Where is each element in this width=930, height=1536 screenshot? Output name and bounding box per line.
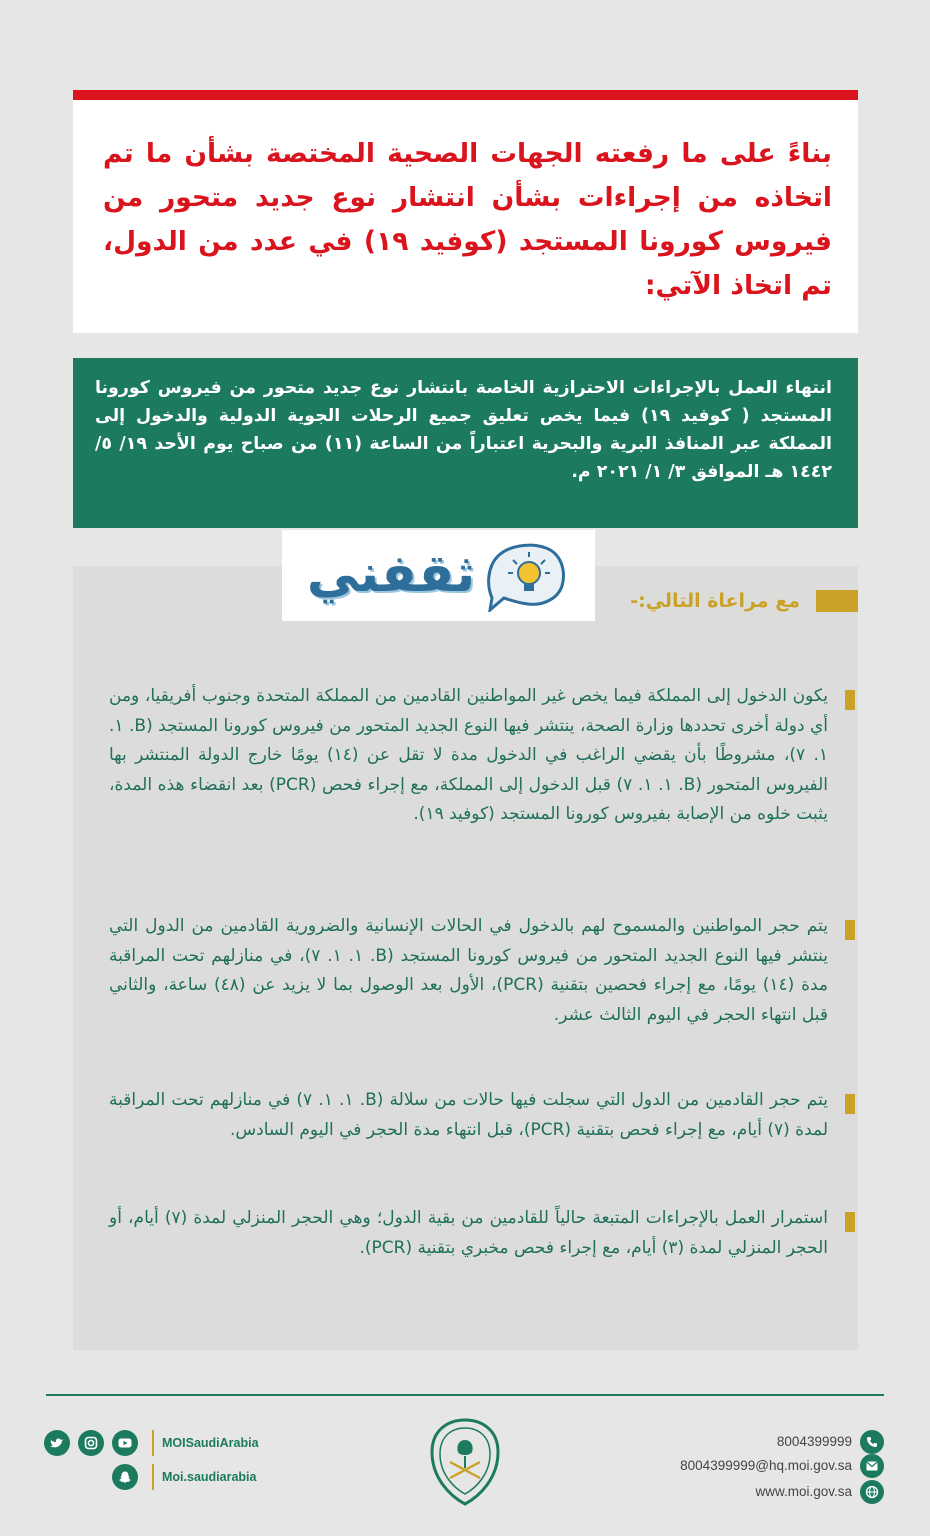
watermark-logo xyxy=(282,530,595,621)
section-heading xyxy=(630,584,858,618)
condition-item xyxy=(109,682,828,830)
header-card xyxy=(73,90,858,333)
phone-number[interactable]: 8004399999 xyxy=(776,1434,852,1449)
condition-text: يتم حجر القادمين من الدول التي سجلت فيها حالات من سلالة (B. ١. ١. ٧) في منازلهم تحت المراقبة لمدة (٧) أيام، مع إجراء فحص بتقنية (PCR)، قبل انتهاء مدة الحجر في اليوم السادس. xyxy=(109,1090,828,1140)
social-links xyxy=(44,1426,284,1506)
globe-icon[interactable] xyxy=(860,1480,884,1504)
condition-item xyxy=(109,1204,828,1263)
email-icon[interactable] xyxy=(860,1454,884,1478)
conditions-card xyxy=(73,566,858,1350)
watermark-text: ثقفني xyxy=(306,544,476,604)
handle-divider xyxy=(152,1464,154,1490)
footer-divider-line xyxy=(46,1394,884,1396)
snapchat-icon[interactable] xyxy=(112,1464,138,1490)
handle-divider xyxy=(152,1430,154,1456)
condition-item xyxy=(109,912,828,1030)
section-title: مع مراعاة التالي:- xyxy=(630,590,800,612)
announcement-banner xyxy=(73,358,858,528)
twitter-icon[interactable] xyxy=(44,1430,70,1456)
condition-text: استمرار العمل بالإجراءات المتبعة حالياً للقادمين من بقية الدول؛ وهي الحجر المنزلي لمدة (٧) أيام، أو الحجر المنزلي لمدة (٣) أيام، مع إجراء فحص مخبري بتقنية (PCR). xyxy=(109,1208,828,1258)
ministry-emblem xyxy=(424,1416,506,1508)
condition-text: يتم حجر المواطنين والمسموح لهم بالدخول في الحالات الإنسانية والضرورية القادمين من الدول التي ينتشر فيها النوع الجديد المتحور من فيروس كورونا المستجد (B. ١. ١. ٧)، في منازلهم تحت المراقبة مدة (١٤) يومًا، مع إجراء فحصين بتقنية (PCR)، الأول بعد الوصول بما لا يزيد عن (٤٨) ساعة، والثاني قبل انتهاء الحجر في اليوم الثالث عشر. xyxy=(109,916,828,1025)
bullet-marker xyxy=(845,920,855,940)
heading-accent-bar xyxy=(816,590,858,612)
condition-text: يكون الدخول إلى المملكة فيما يخص غير المواطنين القادمين من المملكة المتحدة وجنوب أفريقيا، ومن أي دولة أخرى تحددها وزارة الصحة، ينتشر فيها النوع الجديد المتحور من فيروس كورونا المستجد (B. ١. ١. ٧)، مشروطًا بأن يقضي الراغب في الدخول مدة لا تقل عن (١٤) يومًا خارج الدولة المنتشر بها الفيروس المتحور (B. ١. ١. ٧) قبل الدخول إلى المملكة، مع إجراء فحص (PCR) بعد انقضاء هذه المدة، يثبت خلوه من الإصابة بفيروس كورونا المستجد (كوفيد ١٩). xyxy=(109,686,829,824)
lightbulb-icon xyxy=(482,540,568,612)
condition-item xyxy=(109,1086,828,1145)
website-url[interactable]: www.moi.gov.sa xyxy=(755,1484,852,1499)
bullet-marker xyxy=(845,1094,855,1114)
social-handle[interactable]: MOISaudiArabia xyxy=(162,1436,259,1450)
snapchat-handle[interactable]: Moi.saudiarabia xyxy=(162,1470,257,1484)
phone-icon[interactable] xyxy=(860,1430,884,1454)
header-statement: بناءً على ما رفعته الجهات الصحية المختصة بشأن ما تم اتخاذه من إجراءات بشأن انتشار نوع جديد متحور من فيروس كورونا المستجد (كوفيد ١٩) في عدد من الدول، تم اتخاذ الآتي: xyxy=(103,138,832,301)
youtube-icon[interactable] xyxy=(112,1430,138,1456)
instagram-icon[interactable] xyxy=(78,1430,104,1456)
bullet-marker xyxy=(845,1212,855,1232)
email-address[interactable]: 8004399999@hq.moi.gov.sa xyxy=(680,1458,852,1473)
bullet-marker xyxy=(845,690,855,710)
announcement-text: انتهاء العمل بالإجراءات الاحترازية الخاصة بانتشار نوع جديد متحور من فيروس كورونا المستجد ( كوفيد ١٩) فيما يخص تعليق جميع الرحلات الجوية الدولية والدخول إلى المملكة عبر المنافذ البرية والبحرية اعتباراً من الساعة (١١) من صباح يوم الأحد ١٩/ ٥/ ١٤٤٢ هـ الموافق ٣/ ١/ ٢٠٢١ م. xyxy=(95,378,832,482)
